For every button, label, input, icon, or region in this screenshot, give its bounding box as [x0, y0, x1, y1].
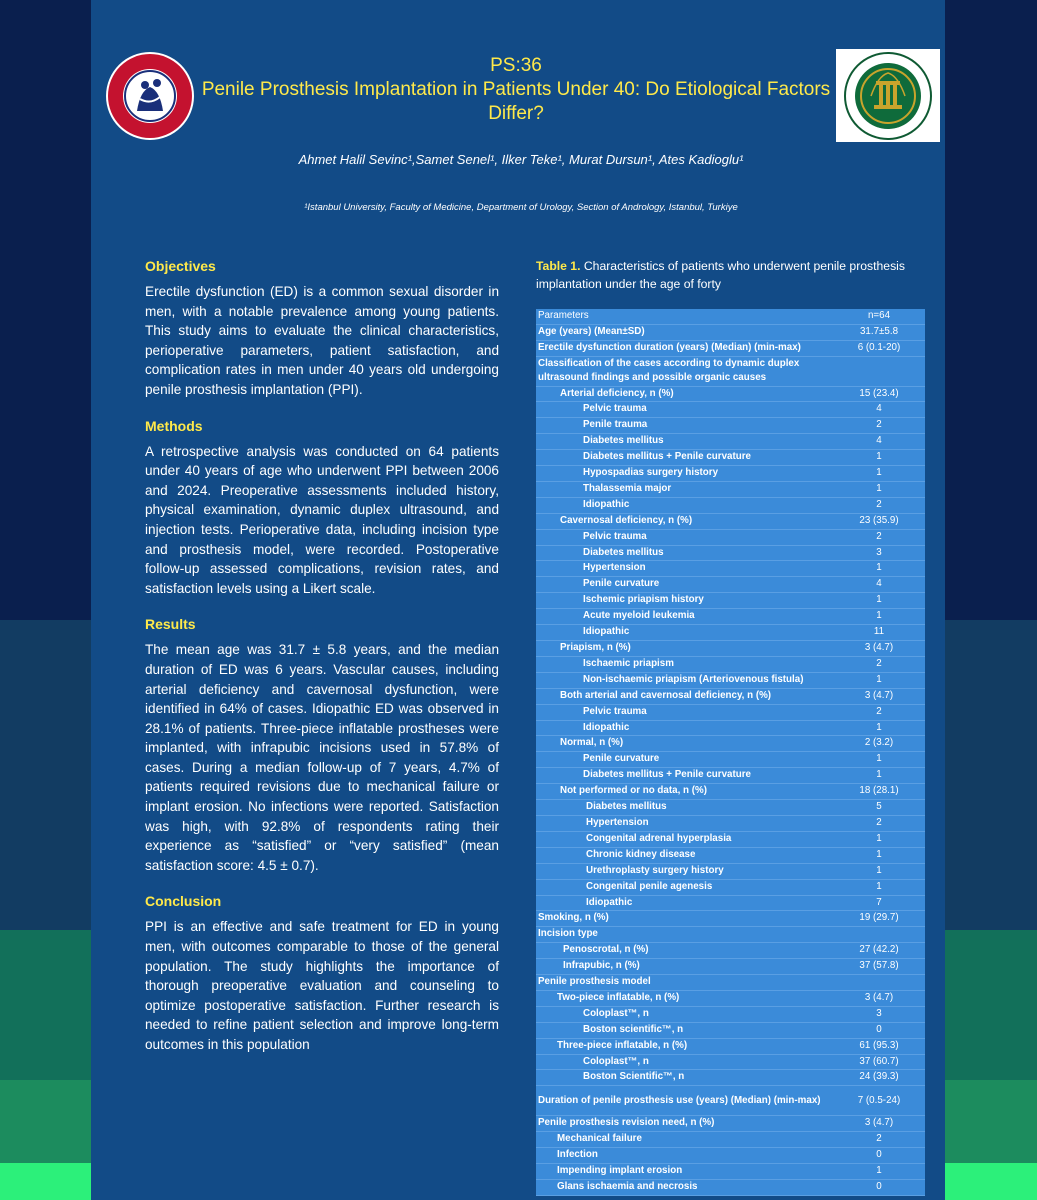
value-cell: 2 — [833, 418, 925, 434]
value-cell: 2 — [833, 815, 925, 831]
abstract-column — [145, 258, 499, 1073]
parameter-cell: Parameters — [536, 309, 833, 324]
table-row — [536, 609, 925, 625]
parameter-cell: Cavernosal deficiency, n (%) — [536, 513, 833, 529]
parameter-cell: Penile curvature — [536, 577, 833, 593]
value-cell: 2 — [833, 529, 925, 545]
parameter-cell: Age (years) (Mean±SD) — [536, 324, 833, 340]
table-row — [536, 815, 925, 831]
results-section — [145, 616, 499, 875]
table-row — [536, 1070, 925, 1086]
value-cell: 4 — [833, 577, 925, 593]
table-row — [536, 1086, 925, 1116]
table-row — [536, 879, 925, 895]
value-cell: 1 — [833, 450, 925, 466]
objectives-text: Erectile dysfunction (ED) is a common sexual disorder in men, with a notable prevalence among young patients. This study aims to evaluate the clinical characteristics, perioperative parameters, patient satisfaction, and complication rates in men under 40 years old undergoing penile prosthesis implantation (PPI). — [145, 284, 499, 397]
table-row — [536, 324, 925, 340]
table-row — [536, 1179, 925, 1195]
table-row — [536, 736, 925, 752]
table-column — [536, 258, 925, 1196]
conclusion-text: PPI is an effective and safe treatment for ED in young men, with outcomes comparable to those of the general population. The study highlights the importance of thorough preoperative evaluation and counseling to optimize postoperative satisfaction. Further research is needed to refine patient selection and improve long-term outcomes in this population — [145, 919, 499, 1052]
parameter-cell: Infection — [536, 1148, 833, 1164]
table-row — [536, 704, 925, 720]
parameter-cell: Both arterial and cavernosal deficiency, n (%) — [536, 688, 833, 704]
parameter-cell: Hypospadias surgery history — [536, 466, 833, 482]
results-text: The mean age was 31.7 ± 5.8 years, and the median duration of ED was 6 years. Vascular causes, including arterial deficiency and cavernosal dysfunction, were identified in 64% of cases. Idiopathic ED was observed in 28.1% of patients. Three-piece inflatable prostheses were implanted, with infrapubic incisions used in 57.8% of cases. During a median follow-up of 7 years, 4.7% of patients required revisions due to mechanical failure or implant erosion. No infections were reported. Satisfaction was high, with 92.8% of respondents rating their experience as “satisfied” or “very satisfied” (mean satisfaction score: 4.5 ± 0.7). — [145, 642, 499, 873]
table-row — [536, 309, 925, 324]
parameter-cell: Boston Scientific™, n — [536, 1070, 833, 1086]
value-cell: 31.7±5.8 — [833, 324, 925, 340]
value-cell: 37 (57.8) — [833, 959, 925, 975]
parameter-cell: Incision type — [536, 927, 833, 943]
table-row — [536, 768, 925, 784]
table-row — [536, 418, 925, 434]
parameter-cell: Coloplast™, n — [536, 1006, 833, 1022]
parameter-cell: Three-piece inflatable, n (%) — [536, 1038, 833, 1054]
value-cell — [833, 927, 925, 943]
table-row — [536, 1163, 925, 1179]
parameter-cell: Congenital penile agenesis — [536, 879, 833, 895]
value-cell: 4 — [833, 434, 925, 450]
table-caption — [536, 258, 925, 293]
table-row — [536, 1132, 925, 1148]
value-cell: 1 — [833, 1163, 925, 1179]
results-heading: Results — [145, 616, 196, 633]
parameter-cell: Diabetes mellitus — [536, 434, 833, 450]
value-cell: 0 — [833, 1179, 925, 1195]
table-body — [536, 309, 925, 1195]
value-cell: 3 — [833, 1006, 925, 1022]
value-cell: 2 — [833, 656, 925, 672]
parameter-cell: Coloplast™, n — [536, 1054, 833, 1070]
value-cell: 1 — [833, 593, 925, 609]
value-cell: 3 (4.7) — [833, 990, 925, 1006]
table-row — [536, 545, 925, 561]
parameter-cell: Thalassemia major — [536, 481, 833, 497]
parameter-cell: Arterial deficiency, n (%) — [536, 386, 833, 402]
value-cell: 5 — [833, 800, 925, 816]
value-cell: 27 (42.2) — [833, 943, 925, 959]
table-row — [536, 641, 925, 657]
methods-heading: Methods — [145, 417, 203, 434]
parameter-cell: Pelvic trauma — [536, 704, 833, 720]
value-cell: 2 — [833, 1132, 925, 1148]
table-row — [536, 529, 925, 545]
value-cell: 1 — [833, 879, 925, 895]
parameter-cell: Acute myeloid leukemia — [536, 609, 833, 625]
value-cell: 1 — [833, 466, 925, 482]
andrology-logo — [106, 52, 194, 140]
methods-text: A retrospective analysis was conducted on 64 patients under 40 years of age who underwent PPI between 2006 and 2024. Preoperative assessments included history, physical examination, dynamic duplex ultrasound, and injection tests. Perioperative data, including incision type and prosthesis model, were recorded. Postoperative follow-up assessed complications, revision rates, and satisfaction levels using a Likert scale. — [145, 443, 499, 596]
table-row — [536, 1148, 925, 1164]
parameter-cell: Congenital adrenal hyperplasia — [536, 831, 833, 847]
parameter-cell: Duration of penile prosthesis use (years) (Median) (min-max) — [536, 1086, 833, 1116]
value-cell: 61 (95.3) — [833, 1038, 925, 1054]
parameter-cell: Smoking, n (%) — [536, 911, 833, 927]
value-cell: 2 — [833, 704, 925, 720]
value-cell: 1 — [833, 720, 925, 736]
table-row — [536, 434, 925, 450]
parameter-cell: Penile prosthesis model — [536, 975, 833, 991]
parameter-cell: Two-piece inflatable, n (%) — [536, 990, 833, 1006]
table-row — [536, 895, 925, 911]
poster-code: PS:36 — [490, 55, 542, 76]
value-cell: 23 (35.9) — [833, 513, 925, 529]
table-row — [536, 911, 925, 927]
parameter-cell: Penile curvature — [536, 752, 833, 768]
table-row — [536, 863, 925, 879]
parameter-cell: Idiopathic — [536, 895, 833, 911]
table-row — [536, 784, 925, 800]
parameter-cell: Chronic kidney disease — [536, 847, 833, 863]
table-row — [536, 959, 925, 975]
value-cell: n=64 — [833, 309, 925, 324]
table-row — [536, 1022, 925, 1038]
table-row — [536, 943, 925, 959]
table-row — [536, 1054, 925, 1070]
value-cell — [833, 975, 925, 991]
value-cell: 19 (29.7) — [833, 911, 925, 927]
value-cell: 3 — [833, 545, 925, 561]
parameter-cell: Idiopathic — [536, 720, 833, 736]
parameter-cell: Boston scientific™, n — [536, 1022, 833, 1038]
table-row — [536, 340, 925, 356]
parameter-cell: Hypertension — [536, 815, 833, 831]
parameter-cell: Impending implant erosion — [536, 1163, 833, 1179]
table-row — [536, 1116, 925, 1132]
value-cell: 4 — [833, 402, 925, 418]
objectives-heading: Objectives — [145, 258, 216, 274]
istanbul-university-logo — [836, 49, 940, 142]
parameter-cell: Diabetes mellitus + Penile curvature — [536, 768, 833, 784]
value-cell: 1 — [833, 831, 925, 847]
university-seal-icon — [843, 51, 933, 141]
parameter-cell: Infrapubic, n (%) — [536, 959, 833, 975]
value-cell: 1 — [833, 672, 925, 688]
value-cell: 1 — [833, 847, 925, 863]
value-cell: 37 (60.7) — [833, 1054, 925, 1070]
table-row — [536, 577, 925, 593]
parameter-cell: Pelvic trauma — [536, 402, 833, 418]
value-cell: 15 (23.4) — [833, 386, 925, 402]
value-cell: 1 — [833, 768, 925, 784]
table-row — [536, 752, 925, 768]
table-row — [536, 800, 925, 816]
table-row — [536, 481, 925, 497]
table-caption-text: Characteristics of patients who underwent penile prosthesis implantation under the age of forty — [536, 259, 905, 291]
value-cell: 6 (0.1-20) — [833, 340, 925, 356]
parameter-cell: Idiopathic — [536, 625, 833, 641]
parameter-cell: Priapism, n (%) — [536, 641, 833, 657]
methods-section — [145, 418, 499, 599]
value-cell: 1 — [833, 481, 925, 497]
value-cell: 3 (4.7) — [833, 1116, 925, 1132]
table-row — [536, 561, 925, 577]
parameter-cell: Diabetes mellitus — [536, 545, 833, 561]
parameter-cell: Normal, n (%) — [536, 736, 833, 752]
parameter-cell: Diabetes mellitus — [536, 800, 833, 816]
table-row — [536, 1038, 925, 1054]
value-cell: 11 — [833, 625, 925, 641]
table-row — [536, 513, 925, 529]
affiliation: ¹Istanbul University, Faculty of Medicine, Department of Urology, Section of Andrology, Istanbul, Turkiye — [304, 202, 738, 213]
table-row — [536, 672, 925, 688]
value-cell: 2 (3.2) — [833, 736, 925, 752]
value-cell: 7 — [833, 895, 925, 911]
table-row — [536, 1006, 925, 1022]
parameter-cell: Idiopathic — [536, 497, 833, 513]
table-row — [536, 497, 925, 513]
value-cell: 3 (4.7) — [833, 688, 925, 704]
parameter-cell: Erectile dysfunction duration (years) (Median) (min-max) — [536, 340, 833, 356]
table-row — [536, 927, 925, 943]
andrology-seal-icon — [107, 53, 193, 139]
parameter-cell: Penoscrotal, n (%) — [536, 943, 833, 959]
table-row — [536, 831, 925, 847]
table-caption-label: Table 1. — [536, 259, 581, 273]
table-row — [536, 466, 925, 482]
patient-characteristics-table — [536, 309, 925, 1196]
parameter-cell: Ischaemic priapism — [536, 656, 833, 672]
parameter-cell: Glans ischaemia and necrosis — [536, 1179, 833, 1195]
conclusion-section — [145, 893, 499, 1054]
parameter-cell: Hypertension — [536, 561, 833, 577]
parameter-cell: Penile prosthesis revision need, n (%) — [536, 1116, 833, 1132]
parameter-cell: Pelvic trauma — [536, 529, 833, 545]
value-cell: 2 — [833, 497, 925, 513]
table-row — [536, 847, 925, 863]
value-cell: 0 — [833, 1148, 925, 1164]
table-row — [536, 975, 925, 991]
table-row — [536, 386, 925, 402]
value-cell: 1 — [833, 561, 925, 577]
value-cell: 18 (28.1) — [833, 784, 925, 800]
value-cell: 7 (0.5-24) — [833, 1086, 925, 1116]
value-cell: 1 — [833, 863, 925, 879]
parameter-cell: Ischemic priapism history — [536, 593, 833, 609]
table-row — [536, 593, 925, 609]
parameter-cell: Urethroplasty surgery history — [536, 863, 833, 879]
parameter-cell: Classification of the cases according to dynamic duplex ultrasound findings and possible organic causes — [536, 356, 833, 386]
value-cell — [833, 356, 925, 386]
poster — [91, 0, 945, 1200]
parameter-cell: Mechanical failure — [536, 1132, 833, 1148]
poster-title: Penile Prosthesis Implantation in Patients Under 40: Do Etiological Factors Differ? — [201, 79, 831, 124]
value-cell: 1 — [833, 609, 925, 625]
value-cell: 3 (4.7) — [833, 641, 925, 657]
objectives-section — [145, 258, 499, 400]
table-row — [536, 625, 925, 641]
parameter-cell: Non-ischaemic priapism (Arteriovenous fistula) — [536, 672, 833, 688]
parameter-cell: Diabetes mellitus + Penile curvature — [536, 450, 833, 466]
value-cell: 1 — [833, 752, 925, 768]
author-list: Ahmet Halil Sevinc¹,Samet Senel¹, Ilker Teke¹, Murat Dursun¹, Ates Kadioglu¹ — [298, 152, 744, 167]
table-row — [536, 990, 925, 1006]
table-row — [536, 656, 925, 672]
parameter-cell: Penile trauma — [536, 418, 833, 434]
table-row — [536, 688, 925, 704]
conclusion-heading: Conclusion — [145, 893, 222, 910]
table-row — [536, 356, 925, 386]
poster-heading — [201, 54, 831, 126]
value-cell: 0 — [833, 1022, 925, 1038]
table-row — [536, 450, 925, 466]
table-row — [536, 402, 925, 418]
value-cell: 24 (39.3) — [833, 1070, 925, 1086]
parameter-cell: Not performed or no data, n (%) — [536, 784, 833, 800]
table-row — [536, 720, 925, 736]
